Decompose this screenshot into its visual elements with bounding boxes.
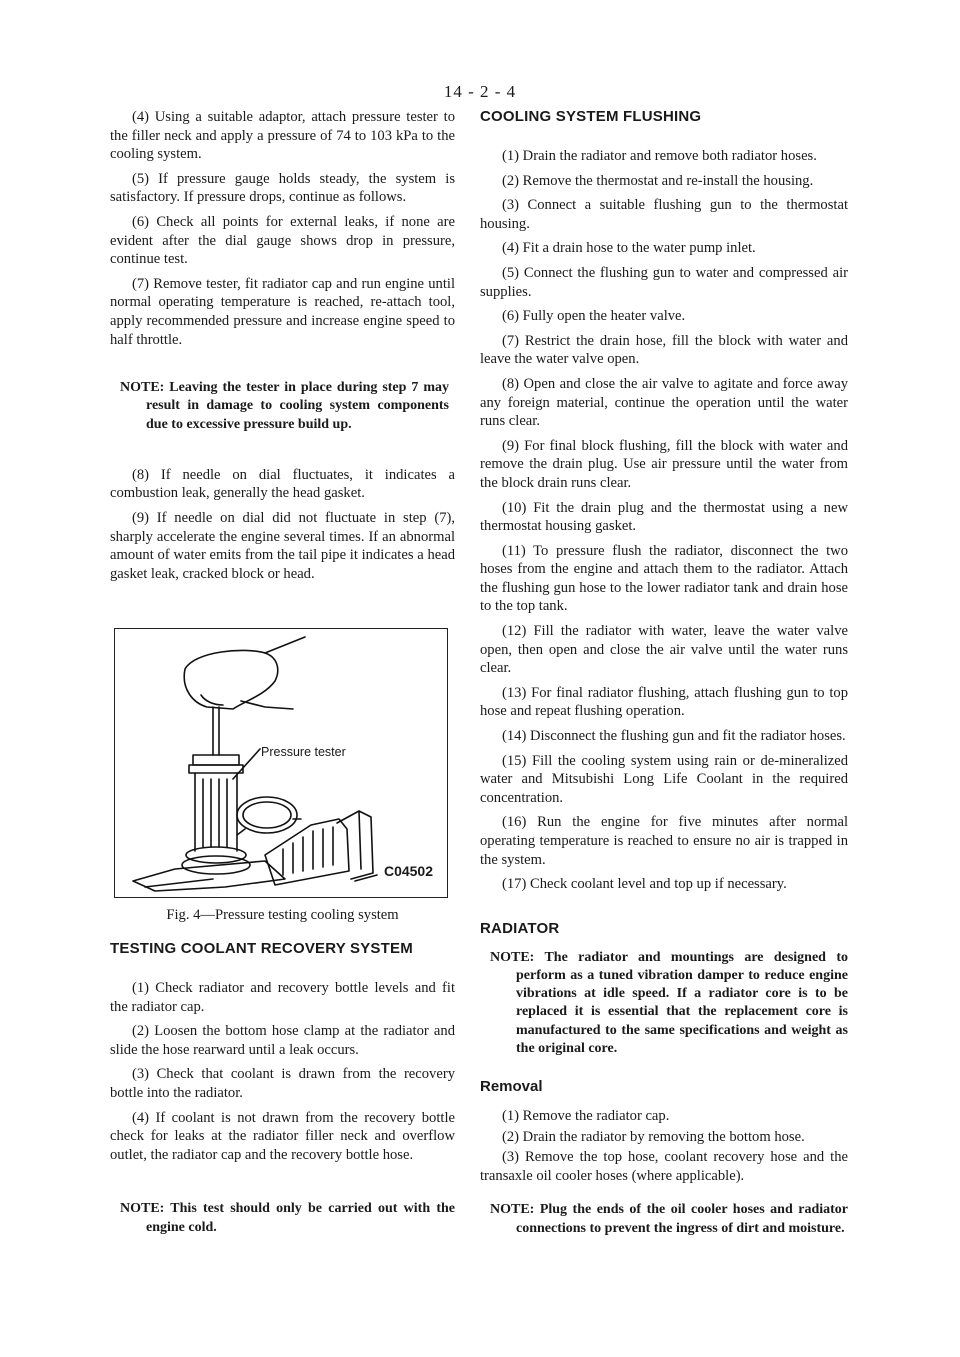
pressure-tester-illustration — [115, 629, 446, 896]
section-heading: COOLING SYSTEM FLUSHING — [480, 108, 702, 125]
note-plug-hoses: NOTE: Plug the ends of the oil cooler hoses and radiator connections to prevent the ingress of dirt and moisture. — [490, 1202, 848, 1236]
paragraph: (4) If coolant is not drawn from the recovery bottle check for leaks at the radiator filler neck and overflow outlet, the radiator cap and the recovery bottle hose. — [110, 1109, 455, 1163]
paragraph: (10) Fit the drain plug and the thermostat using a new thermostat housing gasket. — [480, 499, 848, 535]
note-engine-cold: NOTE: This test should only be carried out with the engine cold. — [120, 1201, 455, 1235]
note-tester: NOTE: Leaving the tester in place during step 7 may result in damage to cooling system components due to excessive pressure build up. — [120, 380, 449, 432]
paragraph: (8) If needle on dial fluctuates, it indicates a combustion leak, generally the head gasket. — [110, 466, 455, 502]
paragraph: (3) Check that coolant is drawn from the recovery bottle into the radiator. — [110, 1066, 455, 1101]
paragraph: (15) Fill the cooling system using rain or de-mineralized water and Mitsubishi Long Life Coolant in the required concentration. — [480, 752, 848, 806]
paragraph: (6) Check all points for external leaks, if none are evident after the dial gauge shows drop in pressure, continue test. — [110, 213, 455, 268]
paragraph: (3) Connect a suitable flushing gun to the thermostat housing. — [480, 197, 848, 232]
paragraph: (4) Using a suitable adaptor, attach pressure tester to the filler neck and apply a pressure of 74 to 103 kPa to the cooling system. — [110, 109, 455, 163]
paragraph: (3) Remove the top hose, coolant recovery hose and the transaxle oil cooler hoses (where applicable). — [480, 1149, 848, 1184]
figure-code: C04502 — [383, 863, 433, 880]
paragraph: (7) Remove tester, fit radiator cap and run engine until normal operating temperature is reached, re-attach tool, apply recommended pressure and increase engine speed to half throttle. — [110, 275, 455, 348]
paragraph: (12) Fill the radiator with water, leave the water valve open, then open and close the air valve until the water runs clear. — [480, 623, 848, 677]
figure-caption: Fig. 4—Pressure testing cooling system — [166, 907, 399, 924]
paragraph: (14) Disconnect the flushing gun and fit the radiator hoses. — [502, 728, 846, 745]
paragraph: (1) Check radiator and recovery bottle levels and fit the radiator cap. — [110, 980, 455, 1015]
paragraph: (4) Fit a drain hose to the water pump inlet. — [502, 240, 756, 257]
figure-label: Pressure tester — [261, 745, 346, 760]
paragraph: (17) Check coolant level and top up if necessary. — [502, 876, 787, 893]
figure-pressure-tester — [114, 628, 448, 898]
paragraph: (6) Fully open the heater valve. — [502, 308, 686, 325]
paragraph: (2) Loosen the bottom hose clamp at the radiator and slide the hose rearward until a leak occurs. — [110, 1023, 455, 1058]
paragraph: (1) Drain the radiator and remove both radiator hoses. — [502, 148, 817, 164]
paragraph: (2) Drain the radiator by removing the bottom hose. — [502, 1128, 805, 1145]
paragraph: (2) Remove the thermostat and re-install the housing. — [502, 172, 814, 189]
paragraph: (9) If needle on dial did not fluctuate in step (7), sharply accelerate the engine several times. If an abnormal amount of water emits from the tail pipe it indicates a head gasket leak, cracked block or head. — [110, 509, 455, 582]
section-heading: RADIATOR — [480, 919, 560, 937]
paragraph: (7) Restrict the drain hose, fill the block with water and leave the water valve open. — [480, 332, 848, 368]
note-radiator: NOTE: The radiator and mountings are designed to perform as a tuned vibration damper to reduce engine vibrations at idle speed. If a radiator core is to be replaced it is essential that the replacement core is manufactured to the same specifications and weight as the original core. — [490, 949, 848, 1056]
paragraph: (11) To pressure flush the radiator, disconnect the two hoses from the engine and attach them to the radiator. Attach the flushing gun hose to the lower radiator tank and drain hose to the top tank. — [480, 542, 848, 615]
left-column — [110, 108, 455, 925]
paragraph: (13) For final radiator flushing, attach flushing gun to top hose and repeat flushing operation. — [480, 684, 848, 720]
paragraph: (5) Connect the flushing gun to water and compressed air supplies. — [480, 264, 848, 300]
paragraph: (1) Remove the radiator cap. — [502, 1108, 670, 1124]
paragraph: (16) Run the engine for five minutes after normal operating temperature is reached to ensure no air is trapped in the system. — [480, 814, 848, 868]
page-number: 14 - 2 - 4 — [443, 82, 517, 101]
paragraph: (9) For final block flushing, fill the block with water and remove the drain plug. Use air pressure until the water from the block drain runs clear. — [480, 437, 848, 491]
section-heading: TESTING COOLANT RECOVERY SYSTEM — [110, 940, 413, 957]
paragraph: (8) Open and close the air valve to agitate and force away any foreign material, continue the operation until the water runs clear. — [480, 375, 848, 430]
right-column — [480, 108, 848, 1238]
subsection-heading: Removal — [480, 1078, 543, 1095]
paragraph: (5) If pressure gauge holds steady, the system is satisfactory. If pressure drops, continue as follows. — [110, 170, 455, 206]
section-testing-recovery — [110, 940, 455, 1237]
